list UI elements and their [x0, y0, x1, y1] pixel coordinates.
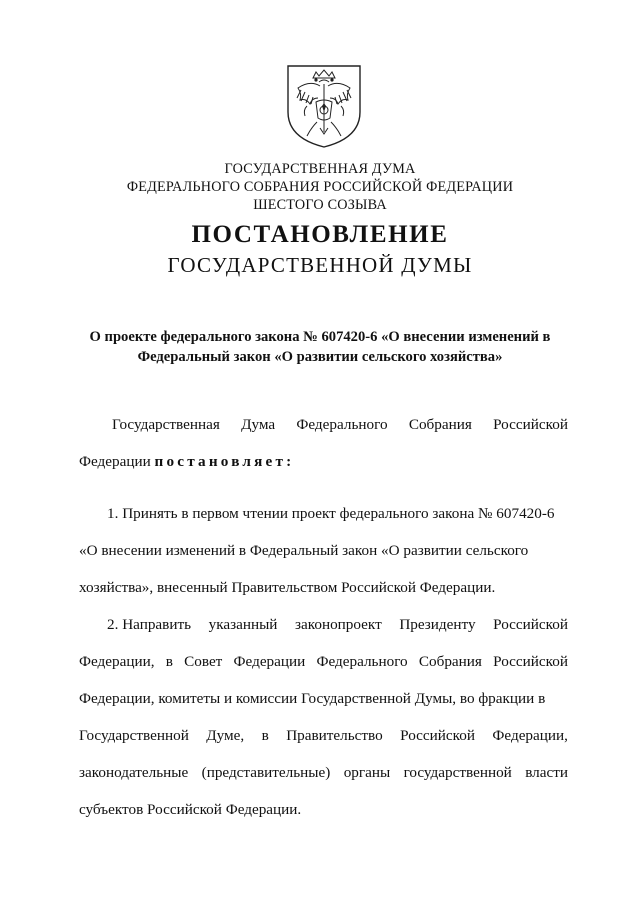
paragraph-3-line-1 [107, 616, 568, 634]
paragraph-3-line-6: субъектов Российской Федерации. [79, 801, 302, 818]
word: в [261, 727, 269, 744]
paragraph-2-line-1: 1. Принять в первом чтении проект федерального закона № 607420-6 [107, 505, 555, 522]
subject-line-2: Федеральный закон «О развитии сельского хозяйства» [137, 349, 503, 365]
word: Правительство [286, 727, 383, 744]
word: Президенту [399, 616, 476, 633]
word: Российской [400, 727, 475, 744]
word: органы [343, 764, 391, 781]
org-name-line-2: ФЕДЕРАЛЬНОГО СОБРАНИЯ РОССИЙСКОЙ ФЕДЕРАЦИИ [126, 179, 514, 195]
convocation-line: ШЕСТОГО СОЗЫВА [253, 197, 387, 213]
word: власти [525, 764, 568, 781]
word: Федерального [316, 653, 408, 670]
word: государственной [403, 764, 512, 781]
paragraph-3-line-5 [79, 764, 568, 782]
document-subtitle: ГОСУДАРСТВЕННОЙ ДУМЫ [167, 253, 473, 277]
word: Собрания [408, 416, 472, 433]
org-name-line-1: ГОСУДАРСТВЕННАЯ ДУМА [224, 161, 416, 177]
paragraph-3-line-3: Федерации, комитеты и комиссии Государственной Думы, во фракции в [79, 690, 546, 707]
coat-of-arms-emblem-icon [283, 62, 365, 150]
word: Совет [184, 653, 223, 670]
word: Федерации, [492, 727, 568, 744]
word: Собрания [418, 653, 482, 670]
word: (представительные) [201, 764, 331, 781]
word: Думе, [206, 727, 245, 744]
paragraph-3-line-4 [79, 727, 568, 745]
word: законодательные [79, 764, 189, 781]
paragraph-2-line-2: «О внесении изменений в Федеральный закон «О развитии сельского [79, 542, 529, 559]
word: в [165, 653, 173, 670]
word: Дума [241, 416, 276, 433]
word: Федерации, [79, 653, 155, 670]
text-segment: Федерации [79, 453, 151, 470]
paragraph-1-line-2 [79, 453, 568, 471]
word: указанный [208, 616, 278, 633]
word: Российской [493, 616, 568, 633]
word: Государственная [112, 416, 220, 433]
word: 2. Направить [107, 616, 192, 633]
word: Федерального [296, 416, 388, 433]
subject-line-1: О проекте федерального закона № 607420-6 «О внесении изменений в [89, 329, 551, 345]
decree-verb: постановляет: [154, 453, 295, 470]
word: Российской [493, 416, 568, 433]
word: Российской [493, 653, 568, 670]
paragraph-2-line-3: хозяйства», внесенный Правительством Российской Федерации. [79, 579, 496, 596]
word: Федерации [233, 653, 306, 670]
word: законопроект [295, 616, 382, 633]
word: Государственной [79, 727, 189, 744]
paragraph-3-line-2 [79, 653, 568, 671]
document-title: ПОСТАНОВЛЕНИЕ [191, 221, 449, 248]
paragraph-1-line-1 [112, 416, 568, 434]
